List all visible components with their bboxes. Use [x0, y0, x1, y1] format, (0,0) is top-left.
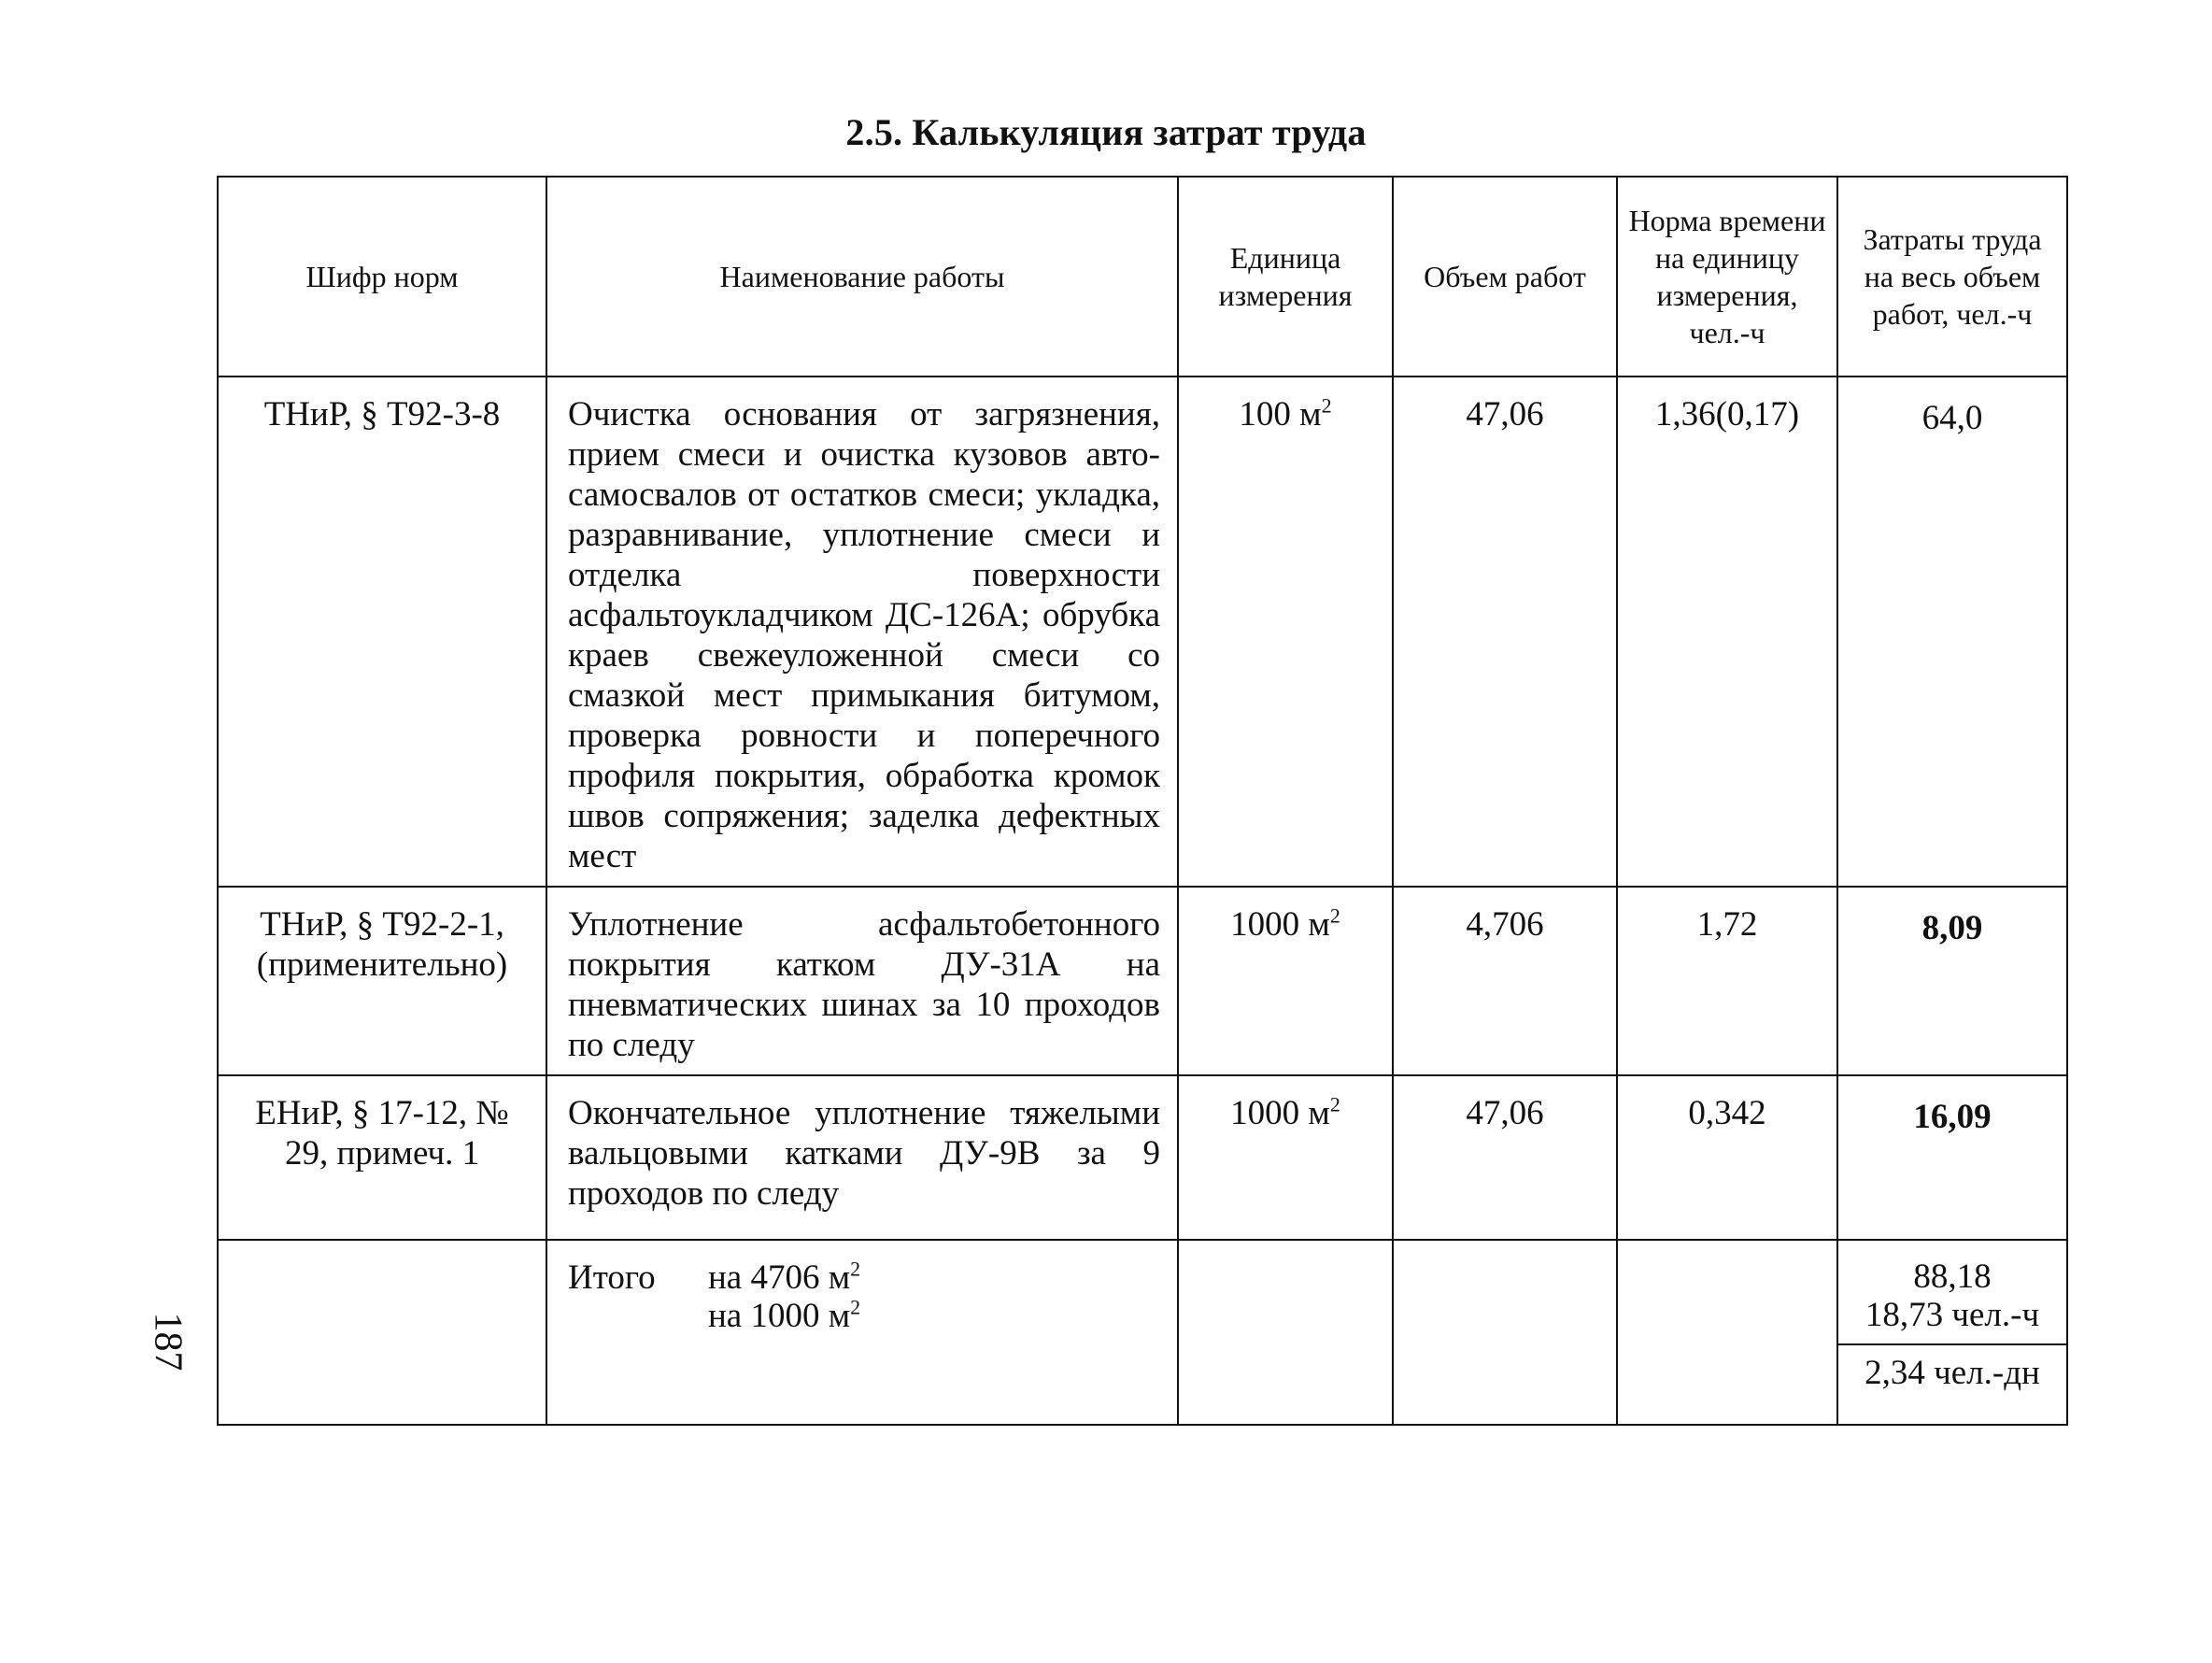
total-value-days: 2,34 чел.-дн	[1865, 1354, 2040, 1392]
total-label: Итого	[568, 1258, 656, 1297]
row-code: ТНиР, § Т92-2-1, (применительно)	[218, 887, 546, 1075]
labor-cost-table	[217, 176, 2068, 1426]
total-value-hours: 88,18	[1913, 1258, 1992, 1296]
row-labor: 16,09	[1837, 1075, 2067, 1240]
header-labor: Затраты труда на весь объем работ, чел.-ч	[1837, 177, 2067, 377]
row-code: ТНиР, § Т92-3-8	[218, 377, 546, 887]
row-unit: 1000 $м^2$	[1178, 887, 1393, 1075]
total-row	[218, 1240, 2067, 1425]
header-unit: Единица измерения	[1178, 177, 1393, 377]
table-row	[218, 887, 2067, 1075]
row-volume: 47,06	[1393, 377, 1617, 887]
row-work-name: Очистка основания от загрязнения, прием смеси и очистка кузовов авто-самосвалов от остатков смеси; укладка, разравнивание, уплотнение смеси и отделка поверхности асфальтоукладчиком ДС-126А; обрубка краев свежеуложенной смеси со смазкой мест примыкания битумом, проверка ровности и поперечного профиля покрытия, обработка кромок швов сопряжения; заделка дефектных мест	[546, 377, 1178, 887]
total-label-cell	[546, 1240, 1178, 1425]
header-row	[218, 177, 2067, 377]
total-code-empty	[218, 1240, 546, 1425]
total-labor-cell	[1837, 1240, 2067, 1425]
total-line-4706: на 4706 $м^2$	[708, 1257, 861, 1297]
row-work-name: Уплотнение асфальтобетонного покрытия катком ДУ-31А на пневматических шинах за 10 проходов по следу	[546, 887, 1178, 1075]
row-norm: 0,342	[1617, 1075, 1837, 1240]
row-unit: 100 $м^2$	[1178, 377, 1393, 887]
total-unit-empty	[1178, 1240, 1393, 1425]
row-norm: 1,36(0,17)	[1617, 377, 1837, 887]
total-line-1000: на 1000 $м^2$	[708, 1295, 861, 1335]
header-name: Наименование работы	[546, 177, 1178, 377]
header-code: Шифр норм	[218, 177, 546, 377]
header-volume: Объем работ	[1393, 177, 1617, 377]
table-row	[218, 377, 2067, 887]
table-title: 2.5. Калькуляция затрат труда	[845, 111, 1367, 153]
table-row	[218, 1075, 2067, 1240]
row-work-name: Окончательное уплотнение тяжелыми вальцовыми катками ДУ-9В за 9 проходов по следу	[546, 1075, 1178, 1240]
row-unit: 1000 $м^2$	[1178, 1075, 1393, 1240]
row-code: ЕНиР, § 17-12, № 29, примеч. 1	[218, 1075, 546, 1240]
row-labor: 64,0	[1837, 377, 2067, 887]
row-norm: 1,72	[1617, 887, 1837, 1075]
page-number: 187	[146, 1312, 190, 1372]
header-norm: Норма времени на единицу измерения, чел.-ч	[1617, 177, 1837, 377]
row-volume: 4,706	[1393, 887, 1617, 1075]
total-norm-empty	[1617, 1240, 1837, 1425]
row-labor: 8,09	[1837, 887, 2067, 1075]
total-value-per-1000: 18,73 чел.-ч	[1865, 1296, 2040, 1334]
row-volume: 47,06	[1393, 1075, 1617, 1240]
total-volume-empty	[1393, 1240, 1617, 1425]
